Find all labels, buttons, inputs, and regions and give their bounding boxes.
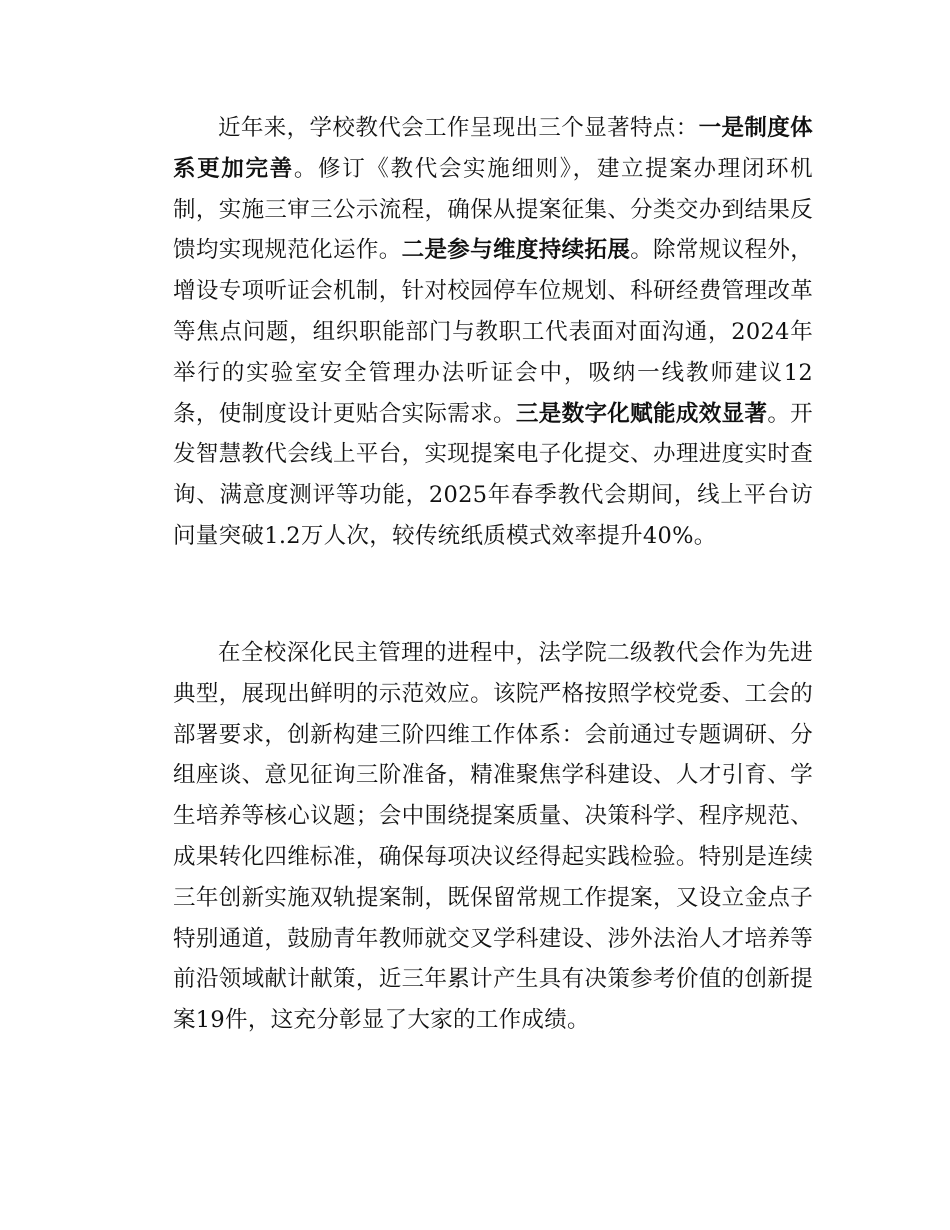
highlight-point-1: 一是制度体系更加完善: [173, 115, 813, 182]
paragraph-2: 在全校深化民主管理的进程中，法学院二级教代会作为先进典型，展现出鲜明的示范效应。该院严格按照学校党委、工会的部署要求，创新构建三阶四维工作体系：会前通过专题调研、分组座谈、意见征询三阶准备，精准聚焦学科建设、人才引育、学生培养等核心议题；会中围绕提案质量、决策科学、程序规范、成果转化四维标准，确保每项决议经得起实践检验。特别是连续三年创新实施双轨提案制，既保留常规工作提案，又设立金点子特别通道，鼓励青年教师就交叉学科建设、涉外法治人才培养等前沿领域献计献策，近三年累计产生具有决策参考价值的创新提案19件，这充分彰显了大家的工作成绩。: [173, 640, 813, 1034]
paragraph-1-text-4: 。开发智慧教代会线上平台，实现提案电子化提交、办理进度实时查询、满意度测评等功能，2025年春季教代会期间，线上平台访问量突破1.2万人次，较传统纸质模式效率提升40%。: [173, 400, 813, 549]
highlight-point-2: 二是参与维度持续拓展: [401, 237, 631, 264]
paragraph-1-text-3: 。除常规议程外，增设专项听证会机制，针对校园停车位规划、科研经费管理改革等焦点问题，组织职能部门与教职工代表面对面沟通，2024年举行的实验室安全管理办法听证会中，吸纳一线教师建议12条，使制度设计更贴合实际需求。: [173, 237, 813, 427]
paragraph-1: [173, 108, 813, 557]
highlight-point-3: 三是数字化赋能成效显著: [515, 400, 768, 427]
paragraph-1-text-1: 近年来，学校教代会工作呈现出三个显著特点：: [218, 115, 699, 141]
paragraph-1-text-2: 。修订《教代会实施细则》，建立提案办理闭环机制，实施三审三公示流程，确保从提案征集、分类交办到结果反馈均实现规范化运作。: [173, 155, 813, 264]
